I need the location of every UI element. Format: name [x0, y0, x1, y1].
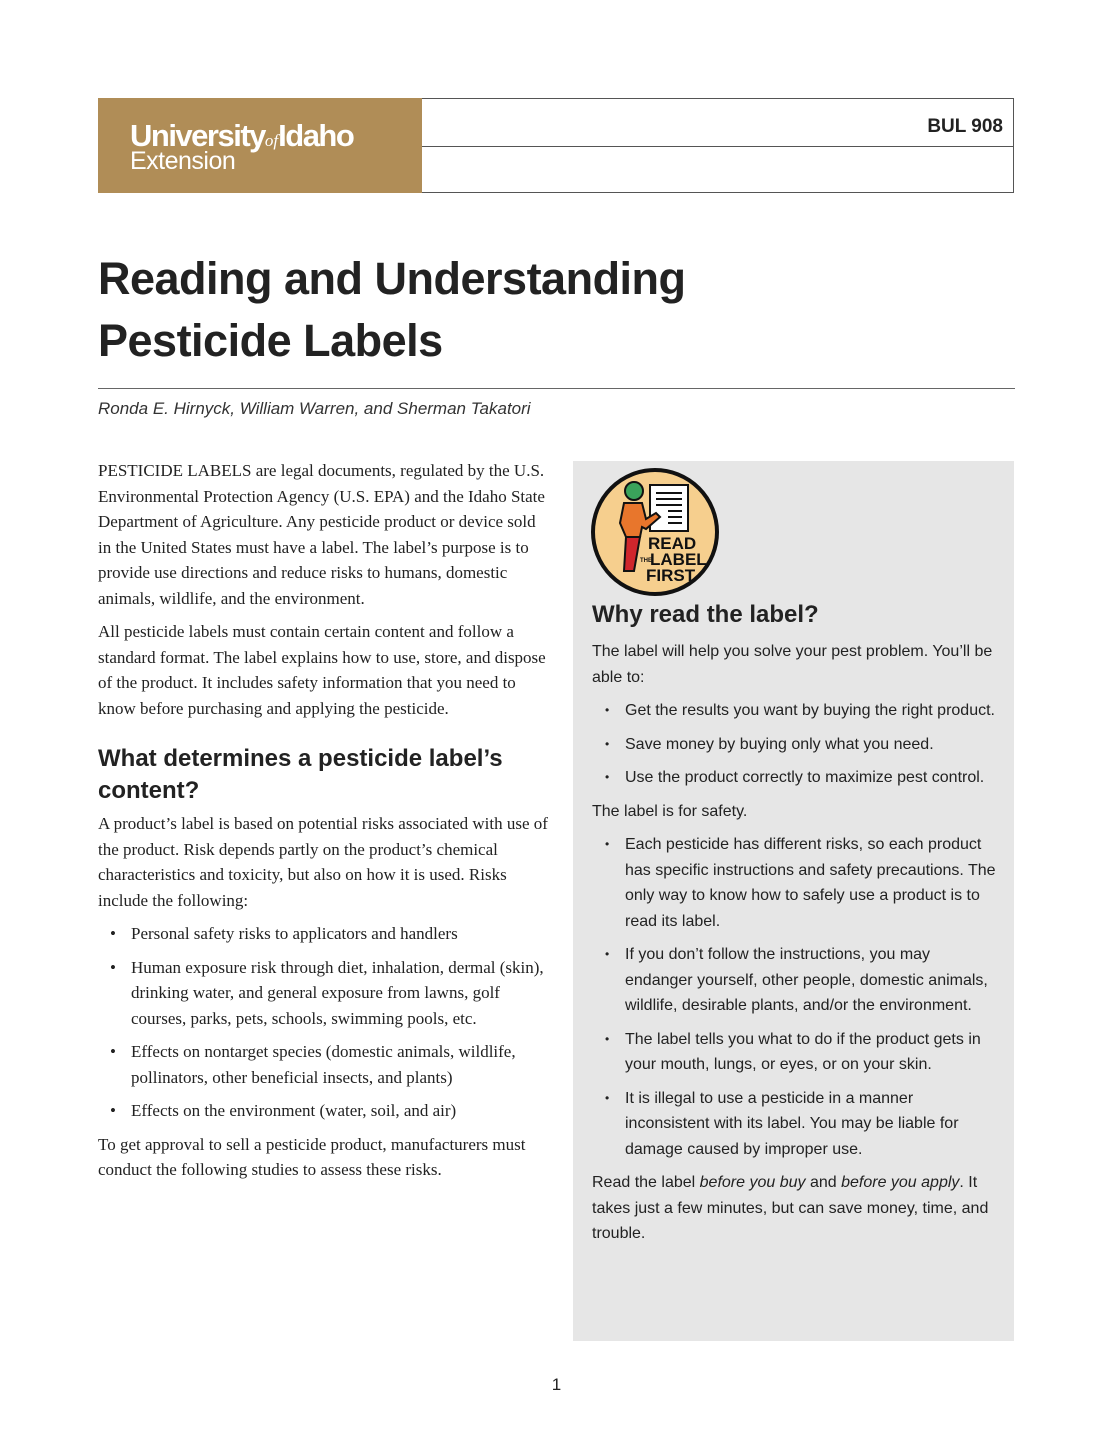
- header-divider: [422, 146, 1013, 147]
- list-item: • Human exposure risk through diet, inhalation, dermal (skin), drinking water, and general exposure from lawns, golf courses, parks, pets, schools, swimming pools, etc.: [98, 955, 548, 1032]
- read-the-label-first-badge: [590, 467, 720, 597]
- list-item: • Use the product correctly to maximize pest control.: [592, 765, 997, 791]
- sidebar-intro: The label will help you solve your pest problem. You’ll be able to:: [592, 643, 993, 686]
- badge-the-text: THE: [640, 558, 652, 564]
- logo-wordmark: UniversityofIdaho: [130, 118, 354, 153]
- authors: Ronda E. Hirnyck, William Warren, and Sherman Takatori: [98, 399, 531, 418]
- benefit-list: [592, 698, 997, 791]
- logo-extension-text: Extension: [130, 147, 236, 175]
- bulletin-number: BUL 908: [927, 116, 1003, 137]
- main-column: [98, 458, 548, 1191]
- badge-label-text: LABEL: [650, 550, 707, 569]
- sidebar-heading: Why read the label?: [592, 601, 819, 628]
- title-line-2: Pesticide Labels: [98, 315, 443, 366]
- list-item: • Get the results you want by buying the right product.: [592, 698, 997, 724]
- sidebar-box: [573, 461, 1014, 1341]
- list-item: • Effects on the environment (water, soil, and air): [98, 1098, 548, 1124]
- safety-intro: The label is for safety.: [592, 802, 748, 820]
- badge-read-text: READ: [648, 534, 697, 553]
- title-divider: [98, 388, 1015, 389]
- sidebar-content: [592, 599, 997, 1255]
- list-item: • Effects on nontarget species (domestic animals, wildlife, pollinators, other beneficial insects, and plants): [98, 1039, 548, 1090]
- page-header: [98, 98, 1015, 193]
- list-item: • Each pesticide has different risks, so each product has specific instructions and safety precautions. The only way to know how to safely use a product is to read its label.: [592, 832, 997, 934]
- risk-list: [98, 921, 548, 1124]
- page-number: 1: [551, 1375, 562, 1394]
- university-logo: [98, 98, 422, 193]
- list-item: • It is illegal to use a pesticide in a manner inconsistent with its label. You may be liable for damage caused by improper use.: [592, 1086, 997, 1163]
- section-heading: What determines a pesticide label’s content?: [98, 745, 503, 804]
- intro-paragraph-2: All pesticide labels must contain certain content and follow a standard format. The label explains how to use, store, and dispose of the product. It includes safety information that you need to know before purchasing and applying the pesticide.: [98, 622, 546, 718]
- badge-first-text: FIRST: [646, 566, 696, 585]
- list-item: • If you don’t follow the instructions, you may endanger yourself, other people, domestic animals, wildlife, desirable plants, and/or the environment.: [592, 942, 997, 1019]
- intro-paragraph-1: PESTICIDE LABELS are legal documents, regulated by the U.S. Environmental Protection Agency (U.S. EPA) and the Idaho State Department of Agriculture. Any pesticide product or device sold in the United States must have a label. The label’s purpose is to provide use directions and reduce risks to humans, domestic animals, wildlife, and the environment.: [98, 461, 545, 608]
- title-line-1: Reading and Understanding: [98, 253, 686, 304]
- sidebar-closing: Read the label before you buy and before you apply. It takes just a few minutes, but can save money, time, and trouble.: [592, 1174, 989, 1242]
- body-paragraph-2: To get approval to sell a pesticide product, manufacturers must conduct the following studies to assess these risks.: [98, 1134, 526, 1179]
- list-item: • The label tells you what to do if the product gets in your mouth, lungs, or eyes, or on your skin.: [592, 1027, 997, 1078]
- document-icon: [650, 485, 688, 531]
- list-item: • Save money by buying only what you need.: [592, 732, 997, 758]
- header-info-box: [422, 98, 1014, 193]
- safety-list: [592, 832, 997, 1162]
- list-item: • Personal safety risks to applicators and handlers: [98, 921, 548, 947]
- body-paragraph-1: A product’s label is based on potential risks associated with use of the product. Risk depends partly on the product’s chemical characteristics and toxicity, but also on how it is used. Risks include the following:: [98, 814, 548, 910]
- page-title: [98, 248, 898, 372]
